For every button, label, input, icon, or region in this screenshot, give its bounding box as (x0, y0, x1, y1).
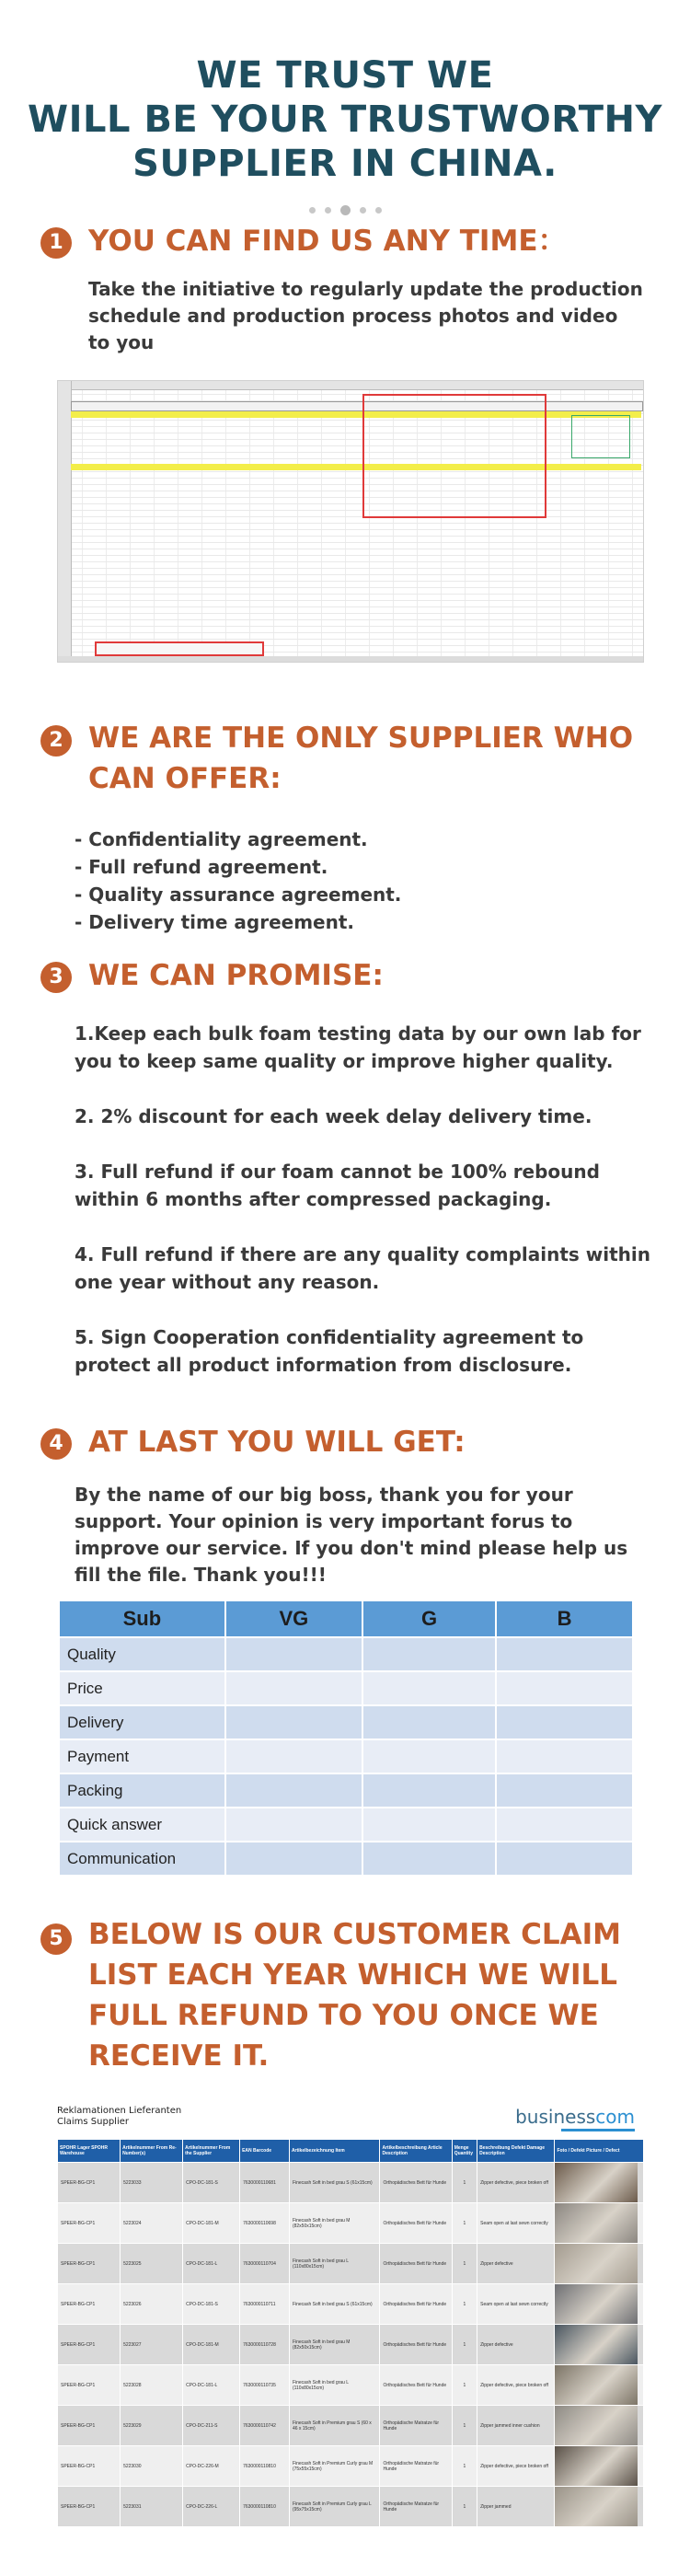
agreement-item: - Confidentiality agreement. (75, 828, 368, 850)
table-row (58, 2325, 644, 2365)
claims-title-en: Claims Supplier (57, 2117, 129, 2127)
logo-text-a: business (515, 2106, 596, 2128)
section-2-title-line: WE ARE THE ONLY SUPPLIER WHO (88, 722, 634, 755)
section-2-list (75, 826, 401, 936)
claims-cell: 1 (452, 2284, 477, 2325)
rating-cell-g[interactable] (362, 1705, 496, 1739)
table-row (58, 2365, 644, 2406)
promise-line: one year without any reason. (75, 1271, 380, 1293)
hero-line-3: SUPPLIER IN CHINA. (132, 143, 558, 185)
claims-header: Artikelnummer From the Supplier (183, 2140, 240, 2163)
defect-photo (555, 2446, 644, 2487)
rating-header-sub: Sub (59, 1600, 225, 1637)
claims-cell: Orthopädisches Bett für Hunde (380, 2203, 452, 2244)
table-row (58, 2284, 644, 2325)
claims-cell: Orthopädisches Bett für Hunde (380, 2325, 452, 2365)
claims-cell: Zipper jammed inner cushion (477, 2406, 555, 2446)
section-5-title-line: LIST EACH YEAR WHICH WE WILL (88, 1958, 618, 1992)
sheet-highlight-row (71, 464, 641, 470)
claims-cell: 1 (452, 2365, 477, 2406)
claims-cell: Finecash Soft in bed grau S (61x15cm) (289, 2284, 380, 2325)
claims-cell: Finecash Soft in bed grau L (110x80x15cm) (289, 2365, 380, 2406)
promise-line: 5. Sign Cooperation confidentiality agreement to (75, 1326, 584, 1348)
claims-cell: 1 (452, 2244, 477, 2284)
claims-cell: CPO-DC-181-L (183, 2365, 240, 2406)
claims-cell: 7630000110742 (240, 2406, 290, 2446)
claims-cell: 7630000110810 (240, 2487, 290, 2527)
rating-cell-vg[interactable] (225, 1671, 362, 1705)
defect-photo (555, 2325, 644, 2365)
claims-cell: 7630000110711 (240, 2284, 290, 2325)
claims-cell: SPEER-BG-CP1 (58, 2163, 121, 2203)
section-1-text (88, 276, 643, 356)
claims-cell: Orthopädische Matratze für Hunde (380, 2446, 452, 2487)
dot-active (340, 205, 351, 215)
claims-cell: Seam open at last sewn correctly (477, 2284, 555, 2325)
logo-underline (561, 2129, 635, 2131)
table-row (59, 1808, 633, 1842)
rating-cell-g[interactable] (362, 1637, 496, 1671)
section-5-title-line: BELOW IS OUR CUSTOMER CLAIM (88, 1918, 621, 1951)
promise-line: 4. Full refund if there are any quality complaints within (75, 1243, 651, 1265)
rating-cell-vg[interactable] (225, 1637, 362, 1671)
table-row (58, 2163, 644, 2203)
claims-cell: 7630000110810 (240, 2446, 290, 2487)
feedback-rating-table (58, 1600, 634, 1877)
section-3-title: WE CAN PROMISE: (88, 959, 384, 992)
rating-cell-vg[interactable] (225, 1773, 362, 1808)
claims-cell: Zipper jammed (477, 2487, 555, 2527)
section-5-title (88, 1914, 621, 2076)
production-schedule-spreadsheet (57, 380, 644, 663)
claims-cell: Finecash Soft in bed grau L (110x80x15cm) (289, 2244, 380, 2284)
claims-cell: Finecash Soft in Premium Curly grau M (75x55x15cm) (289, 2446, 380, 2487)
table-row (58, 2446, 644, 2487)
claims-cell: SPEER-BG-CP1 (58, 2325, 121, 2365)
claims-cell: SPEER-BG-CP1 (58, 2487, 121, 2527)
claims-header: Artikelbezeichnung Item (289, 2140, 380, 2163)
section-1-number: 1 (40, 227, 72, 259)
section-1-line: to you (88, 331, 155, 353)
claims-cell: SPEER-BG-CP1 (58, 2365, 121, 2406)
claims-cell: Finecash Soft in bed grau M (82x50x15cm) (289, 2325, 380, 2365)
defect-photo-image (555, 2487, 638, 2526)
promise-line: 1.Keep each bulk foam testing data by our own lab for (75, 1022, 641, 1045)
claims-cell: 7630000110728 (240, 2325, 290, 2365)
claims-cell: SPEER-BG-CP1 (58, 2446, 121, 2487)
claims-cell: Finecash Soft in bed grau S (61x15cm) (289, 2163, 380, 2203)
agreement-item: - Full refund agreement. (75, 856, 328, 878)
claims-cell: 1 (452, 2406, 477, 2446)
section-2-number: 2 (40, 725, 72, 757)
claims-cell: Finecash Soft in Premium grau S (60 x 46 x 15cm) (289, 2406, 380, 2446)
table-row (59, 1773, 633, 1808)
rating-label: Delivery (59, 1705, 225, 1739)
rating-cell-b[interactable] (496, 1637, 633, 1671)
table-row (58, 2203, 644, 2244)
defect-photo (555, 2487, 644, 2527)
section-2-title (88, 718, 633, 799)
defect-photo-image (555, 2203, 638, 2243)
claims-cell: CPO-DC-226-L (183, 2487, 240, 2527)
rating-label: Packing (59, 1773, 225, 1808)
defect-photo (555, 2163, 644, 2203)
rating-cell-vg[interactable] (225, 1808, 362, 1842)
table-row (59, 1671, 633, 1705)
section-2-title-line: CAN OFFER: (88, 762, 282, 795)
rating-cell-b[interactable] (496, 1739, 633, 1773)
agreement-item: - Delivery time agreement. (75, 911, 354, 933)
section-5-number: 5 (40, 1923, 72, 1955)
defect-photo-image (555, 2244, 638, 2283)
sheet-column-header (58, 381, 643, 390)
claims-header: Artikelnummer From Re-Number(s) (121, 2140, 183, 2163)
claims-cell: 7630000110704 (240, 2244, 290, 2284)
table-row (59, 1705, 633, 1739)
rating-header-vg: VG (225, 1600, 362, 1637)
rating-cell-g[interactable] (362, 1773, 496, 1808)
section-4-line: improve our service. If you don't mind please help us (75, 1537, 628, 1559)
claims-cell: 1 (452, 2487, 477, 2527)
sheet-note-box (571, 415, 630, 458)
claims-cell: Zipper defective, piece broken off (477, 2365, 555, 2406)
claims-cell: SPEER-BG-CP1 (58, 2406, 121, 2446)
claims-cell: Zipper defective, piece broken off (477, 2163, 555, 2203)
claims-cell: 1 (452, 2163, 477, 2203)
claims-cell: 7630000110681 (240, 2163, 290, 2203)
claims-cell: SPEER-BG-CP1 (58, 2244, 121, 2284)
promise-line: protect all product information from disclosure. (75, 1354, 572, 1376)
claims-cell: Orthopädisches Bett für Hunde (380, 2365, 452, 2406)
hero-line-2: WILL BE YOUR TRUSTWORTHY (28, 98, 662, 141)
rating-label: Quick answer (59, 1808, 225, 1842)
claims-cell: 5223025 (121, 2244, 183, 2284)
table-row (58, 2406, 644, 2446)
sheet-tabs-highlight (95, 641, 264, 656)
promise-line: you to keep same quality or improve higher quality. (75, 1050, 614, 1072)
rating-cell-vg[interactable] (225, 1842, 362, 1876)
promise-line: 2. 2% discount for each week delay delivery time. (75, 1105, 592, 1127)
rating-label: Price (59, 1671, 225, 1705)
claims-cell: 1 (452, 2446, 477, 2487)
defect-photo-image (555, 2163, 638, 2202)
defect-photo-image (555, 2325, 638, 2364)
section-3-number: 3 (40, 962, 72, 993)
rating-cell-g[interactable] (362, 1808, 496, 1842)
rating-label: Payment (59, 1739, 225, 1773)
sheet-table-header (71, 401, 643, 411)
claims-cell: SPEER-BG-CP1 (58, 2284, 121, 2325)
claims-cell: Finecash Soft in Premium Curly grau L (95x75x15cm) (289, 2487, 380, 2527)
logo-text-b: com (595, 2106, 635, 2128)
claims-cell: Zipper defective, piece broken off (477, 2446, 555, 2487)
rating-cell-g[interactable] (362, 1842, 496, 1876)
rating-header-g: G (362, 1600, 496, 1637)
claims-cell: Zipper defective (477, 2244, 555, 2284)
claims-cell: 1 (452, 2203, 477, 2244)
sheet-highlight-row (71, 411, 641, 418)
section-4-number: 4 (40, 1428, 72, 1460)
defect-photo (555, 2203, 644, 2244)
sheet-highlight-box (362, 394, 546, 518)
claims-cell: 5223027 (121, 2325, 183, 2365)
table-row (59, 1637, 633, 1671)
claims-cell: Orthopädische Matratze für Hunde (380, 2487, 452, 2527)
defect-photo-image (555, 2446, 638, 2486)
claims-cell: CPO-DC-181-S (183, 2163, 240, 2203)
section-1-title: YOU CAN FIND US ANY TIME： (88, 225, 567, 258)
claims-cell: CPO-DC-181-S (183, 2284, 240, 2325)
pagination-dots (0, 201, 690, 218)
claims-header: Foto / Defekt Picture / Defect (555, 2140, 644, 2163)
claims-cell: 1 (452, 2325, 477, 2365)
rating-cell-b[interactable] (496, 1705, 633, 1739)
rating-cell-vg[interactable] (225, 1705, 362, 1739)
claims-cell: Orthopädisches Bett für Hunde (380, 2163, 452, 2203)
claims-cell: 5223029 (121, 2406, 183, 2446)
defect-photo-image (555, 2365, 638, 2405)
section-5-title-line: FULL REFUND TO YOU ONCE WE (88, 1999, 599, 2032)
claims-cell: 5223030 (121, 2446, 183, 2487)
dot (360, 207, 366, 214)
claims-table (57, 2139, 644, 2527)
customer-claims-document (57, 2106, 644, 2566)
defect-photo-image (555, 2406, 638, 2445)
section-1-line: Take the initiative to regularly update the production (88, 278, 643, 300)
claims-cell: 7630000110698 (240, 2203, 290, 2244)
claims-cell: CPO-DC-181-M (183, 2203, 240, 2244)
table-row (59, 1739, 633, 1773)
rating-header-b: B (496, 1600, 633, 1637)
defect-photo (555, 2244, 644, 2284)
businesscom-logo (515, 2106, 635, 2128)
claims-cell: Zipper defective (477, 2325, 555, 2365)
claims-header: Artikelbeschreibung Article Description (380, 2140, 452, 2163)
table-row (58, 2244, 644, 2284)
defect-photo (555, 2284, 644, 2325)
defect-photo (555, 2365, 644, 2406)
promise-line: 3. Full refund if our foam cannot be 100% rebound (75, 1161, 600, 1183)
claims-cell: CPO-DC-181-M (183, 2325, 240, 2365)
rating-cell-g[interactable] (362, 1671, 496, 1705)
dot (375, 207, 382, 214)
sheet-status-bar (58, 656, 643, 662)
claims-cell: Finecash Soft in bed grau M (82x50x15cm) (289, 2203, 380, 2244)
hero-line-1: WE TRUST WE (196, 54, 494, 97)
hero-title (0, 53, 690, 186)
rating-cell-b[interactable] (496, 1773, 633, 1808)
section-4-text (75, 1482, 627, 1588)
claims-cell: CPO-DC-226-M (183, 2446, 240, 2487)
rating-cell-b[interactable] (496, 1842, 633, 1876)
claims-cell: 5223028 (121, 2365, 183, 2406)
dot (309, 207, 316, 214)
claims-cell: 5223031 (121, 2487, 183, 2527)
claims-header: Beschreibung Defekt Damage Description (477, 2140, 555, 2163)
dot (325, 207, 331, 214)
rating-cell-b[interactable] (496, 1808, 633, 1842)
rating-label: Communication (59, 1842, 225, 1876)
section-4-line: support. Your opinion is very important forus to (75, 1510, 573, 1532)
section-1-line: schedule and production process photos and video (88, 305, 618, 327)
claims-header: EAN Barcode (240, 2140, 290, 2163)
claims-header: Menge Quantity (452, 2140, 477, 2163)
section-3-promises (75, 1020, 650, 1379)
claims-header: SPOHR Lager SPOHR Warehouse (58, 2140, 121, 2163)
claims-cell: Orthopädisches Bett für Hunde (380, 2244, 452, 2284)
claims-cell: Orthopädisches Bett für Hunde (380, 2284, 452, 2325)
section-4-line: By the name of our big boss, thank you for your (75, 1484, 573, 1506)
rating-cell-vg[interactable] (225, 1739, 362, 1773)
claims-title-de: Reklamationen Lieferanten (57, 2106, 182, 2116)
table-row (58, 2487, 644, 2527)
rating-cell-g[interactable] (362, 1739, 496, 1773)
agreement-item: - Quality assurance agreement. (75, 884, 402, 906)
defect-photo (555, 2406, 644, 2446)
claims-cell: Orthopädische Matratze für Hunde (380, 2406, 452, 2446)
section-5-title-line: RECEIVE IT. (88, 2039, 270, 2073)
claims-cell: SPEER-BG-CP1 (58, 2203, 121, 2244)
claims-cell: 5223024 (121, 2203, 183, 2244)
defect-photo-image (555, 2284, 638, 2324)
claims-cell: 5223026 (121, 2284, 183, 2325)
claims-cell: Seam open at last sewn correctly (477, 2203, 555, 2244)
table-row (59, 1842, 633, 1876)
promise-line: within 6 months after compressed packaging. (75, 1188, 552, 1210)
sheet-row-header (58, 381, 72, 662)
claims-cell: CPO-DC-211-S (183, 2406, 240, 2446)
section-4-line: fill the file. Thank you!!! (75, 1564, 327, 1586)
rating-label: Quality (59, 1637, 225, 1671)
rating-cell-b[interactable] (496, 1671, 633, 1705)
section-4-title: AT LAST YOU WILL GET: (88, 1426, 466, 1459)
claims-cell: 7630000110735 (240, 2365, 290, 2406)
claims-cell: CPO-DC-181-L (183, 2244, 240, 2284)
claims-cell: 5223033 (121, 2163, 183, 2203)
